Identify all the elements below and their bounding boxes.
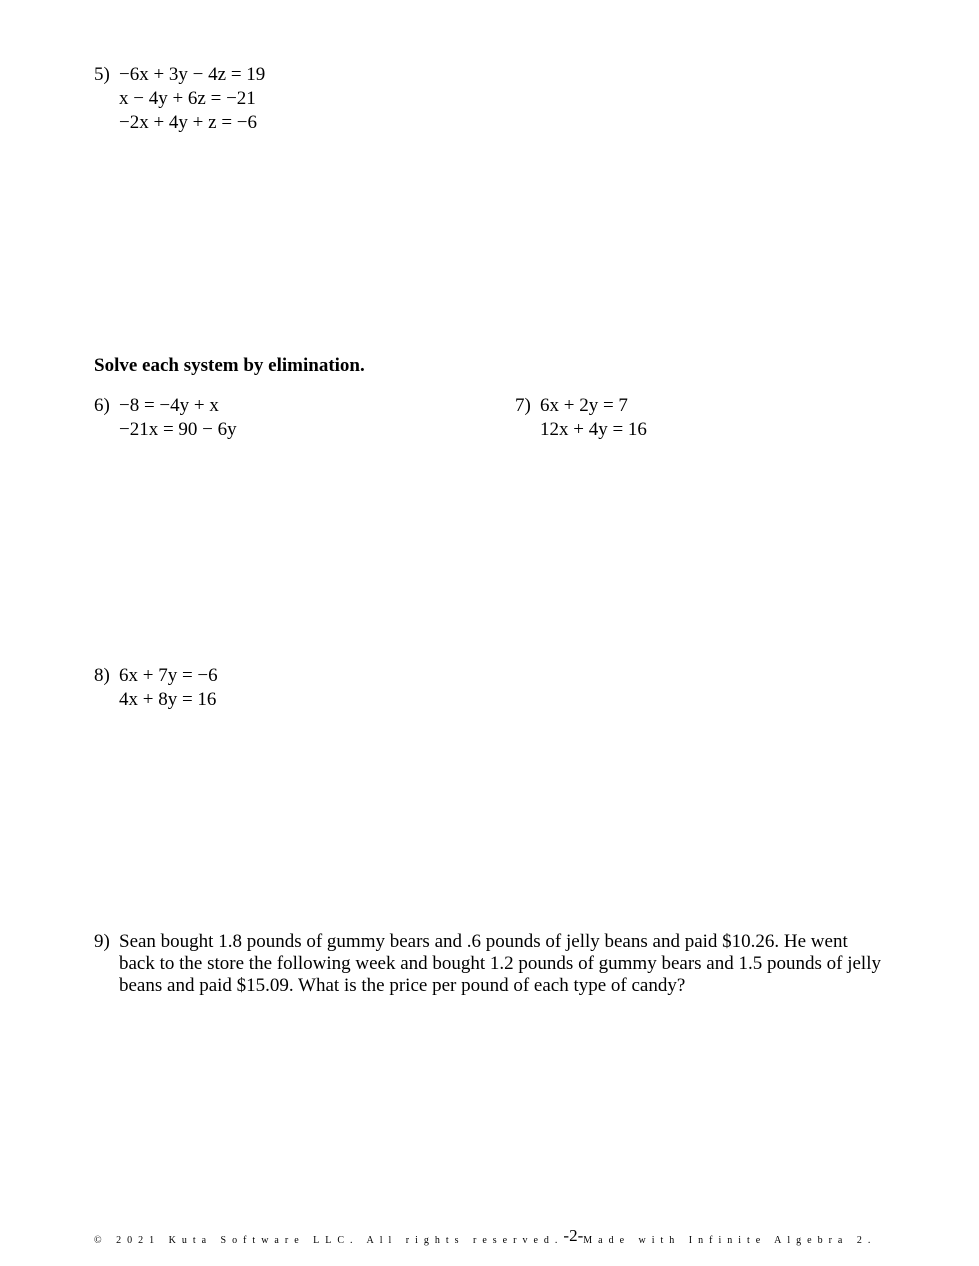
equation: −6x + 3y − 4z = 19 [119,64,266,85]
problem-number: 9) [94,931,110,952]
footer [94,1226,877,1248]
equation: 12x + 4y = 16 [540,419,647,440]
section-title: Solve each system by elimination. [94,355,365,376]
copyright-notice: © 2021 Kuta Software LLC. All rights reserved. [94,1235,564,1246]
problem-9 [94,931,884,997]
equation: 4x + 8y = 16 [119,689,217,710]
equation: 6x + 2y = 7 [540,395,628,416]
problem-number: 6) [94,395,110,416]
problem-number: 5) [94,64,110,85]
equation: 6x + 7y = −6 [119,665,218,686]
equation: −2x + 4y + z = −6 [119,112,258,133]
equation: x − 4y + 6z = −21 [119,88,256,109]
problem-number: 7) [515,395,531,416]
problem-number: 8) [94,665,110,686]
word-problem-text: Sean bought 1.8 pounds of gummy bears and .6 pounds of jelly beans and paid $10.26. He went back to the store the following week and bought 1.2 pounds of gummy bears and 1.5 pounds of jelly beans and paid $15.09. What is the price per pound of each type of candy? [119,931,881,996]
page-number: -2- [563,1226,584,1245]
equation: −21x = 90 − 6y [119,419,237,440]
made-with-notice: Made with Infinite Algebra 2. [583,1235,877,1246]
equation: −8 = −4y + x [119,395,219,416]
